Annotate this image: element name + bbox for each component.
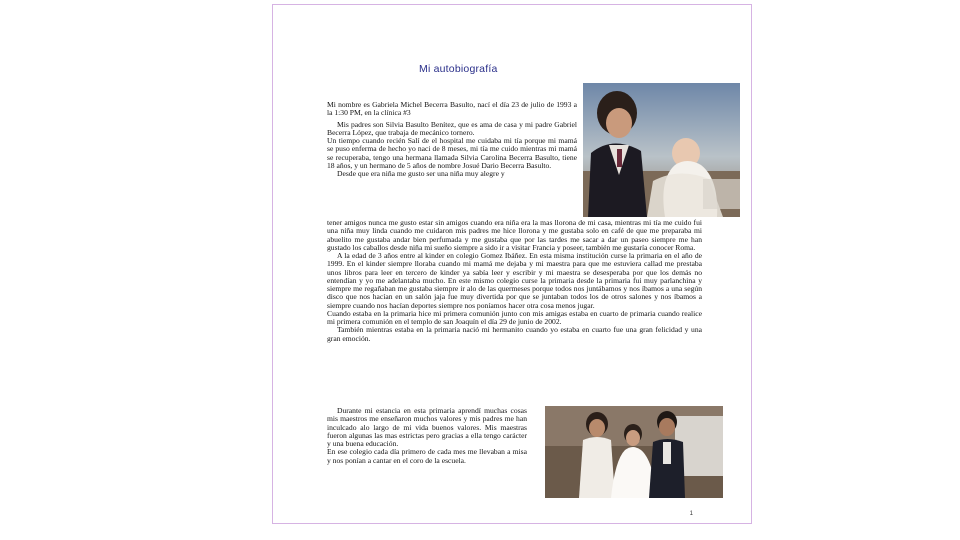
paragraph: tener amigos nunca me gusto estar sin amigos cuando era niña era la mas llorona de mi casa, mientras mi tía me cuido fui una niña muy linda cuando me cuidaron mis padres me hice llorona y me gustaba solo en café de que me preparaba mi abuelito me gustaba andar bien perfumada y me gustaba que por las tardes me sacar a dar un paseo siempre me han gustado los caballos desde niña mi sueño siempre a sido ir a visitar Francia y poseer, también me gustaría conocer Roma. <box>327 218 702 252</box>
baby-baptism-photo <box>583 83 740 217</box>
first-communion-photo <box>545 406 723 498</box>
body-text <box>327 219 702 343</box>
baby-baptism-photo-image <box>583 83 740 217</box>
page-number: 1 <box>689 511 693 517</box>
paragraph: Cuando estaba en la primaria hice mi primera comunión junto con mis amigas estaba en cuarto de primaria cuando realice mi primera comunión en el templo de san Joaquín el día 29 de junio de 2002. <box>327 308 702 326</box>
document-page <box>272 4 752 524</box>
closing-text <box>327 407 527 465</box>
paragraph: También mientras estaba en la primaria nació mi hermanito cuando yo estaba en cuarto fue una gran felicidad y una gran emoción. <box>327 325 702 343</box>
first-communion-photo-image <box>545 406 723 498</box>
paragraph: A la edad de 3 años entre al kinder en colegio Gomez Ibáñez. En esta misma institución curse la primaria en el año de 1999. En el kinder siempre lloraba cuando mi mamá me dejaba y mi maestra para que me estuviera callad me prestaba unos libros para leer en tercero de kinder ya sabía leer y escribir y mi maestra se desesperaba por que los demás no entendían y yo me adelantaba mucho. En este mismo colegio curse la primaria desde la primaria fui muy parlanchina y siempre me regañaban me gustaba siempre ir alo de las quermeses porque todos nos juntábamos y nos íbamos a una según disco que nos hacían en un salón jaja fue muy divertida por que se juntaban todos los de otros salones y nos íbamos a siempre cuando nos hacían deportes siempre nos poníamos hacer otra cosa menos jugar. <box>327 251 702 310</box>
paragraph: Durante mi estancia en esta primaria aprendí muchas cosas mis maestros me enseñaron muchos valores y mis padres me han inculcado alo largo de mi vida buenos valores. Mis maestras fueron algunas las mas estrictas pero gracias a ella tengo carácter y una buena educación. <box>327 406 527 448</box>
intro-text <box>327 101 577 178</box>
document-title: Mi autobiografía <box>419 63 498 75</box>
paragraph: Desde que era niña me gusto ser una niña muy alegre y <box>337 169 505 178</box>
paragraph: En ese colegio cada día primero de cada mes me llevaban a misa y nos ponían a cantar en el coro de la escuela. <box>327 447 527 465</box>
paragraph: Un tiempo cuando recién Salí de el hospital me cuidaba mi tía porque mi mamá se puso enferma de hecho yo naci de 8 meses, mi tía me cuido mientras mi mamá se recuperaba, tengo una hermana llamada Silvia Carolina Becerra Basulto, tiene 18 años, y un hermano de 5 años de nombre Josué Dario Becerra Basulto. <box>327 136 577 170</box>
paragraph: Mi nombre es Gabriela Michel Becerra Basulto, nací el día 23 de julio de 1993 a la 1:30 PM, en la clínica #3 <box>327 100 577 118</box>
paragraph: Mis padres son Silvia Basulto Benítez, que es ama de casa y mi padre Gabriel Becerra López, que trabaja de mecánico tornero. <box>327 119 577 137</box>
